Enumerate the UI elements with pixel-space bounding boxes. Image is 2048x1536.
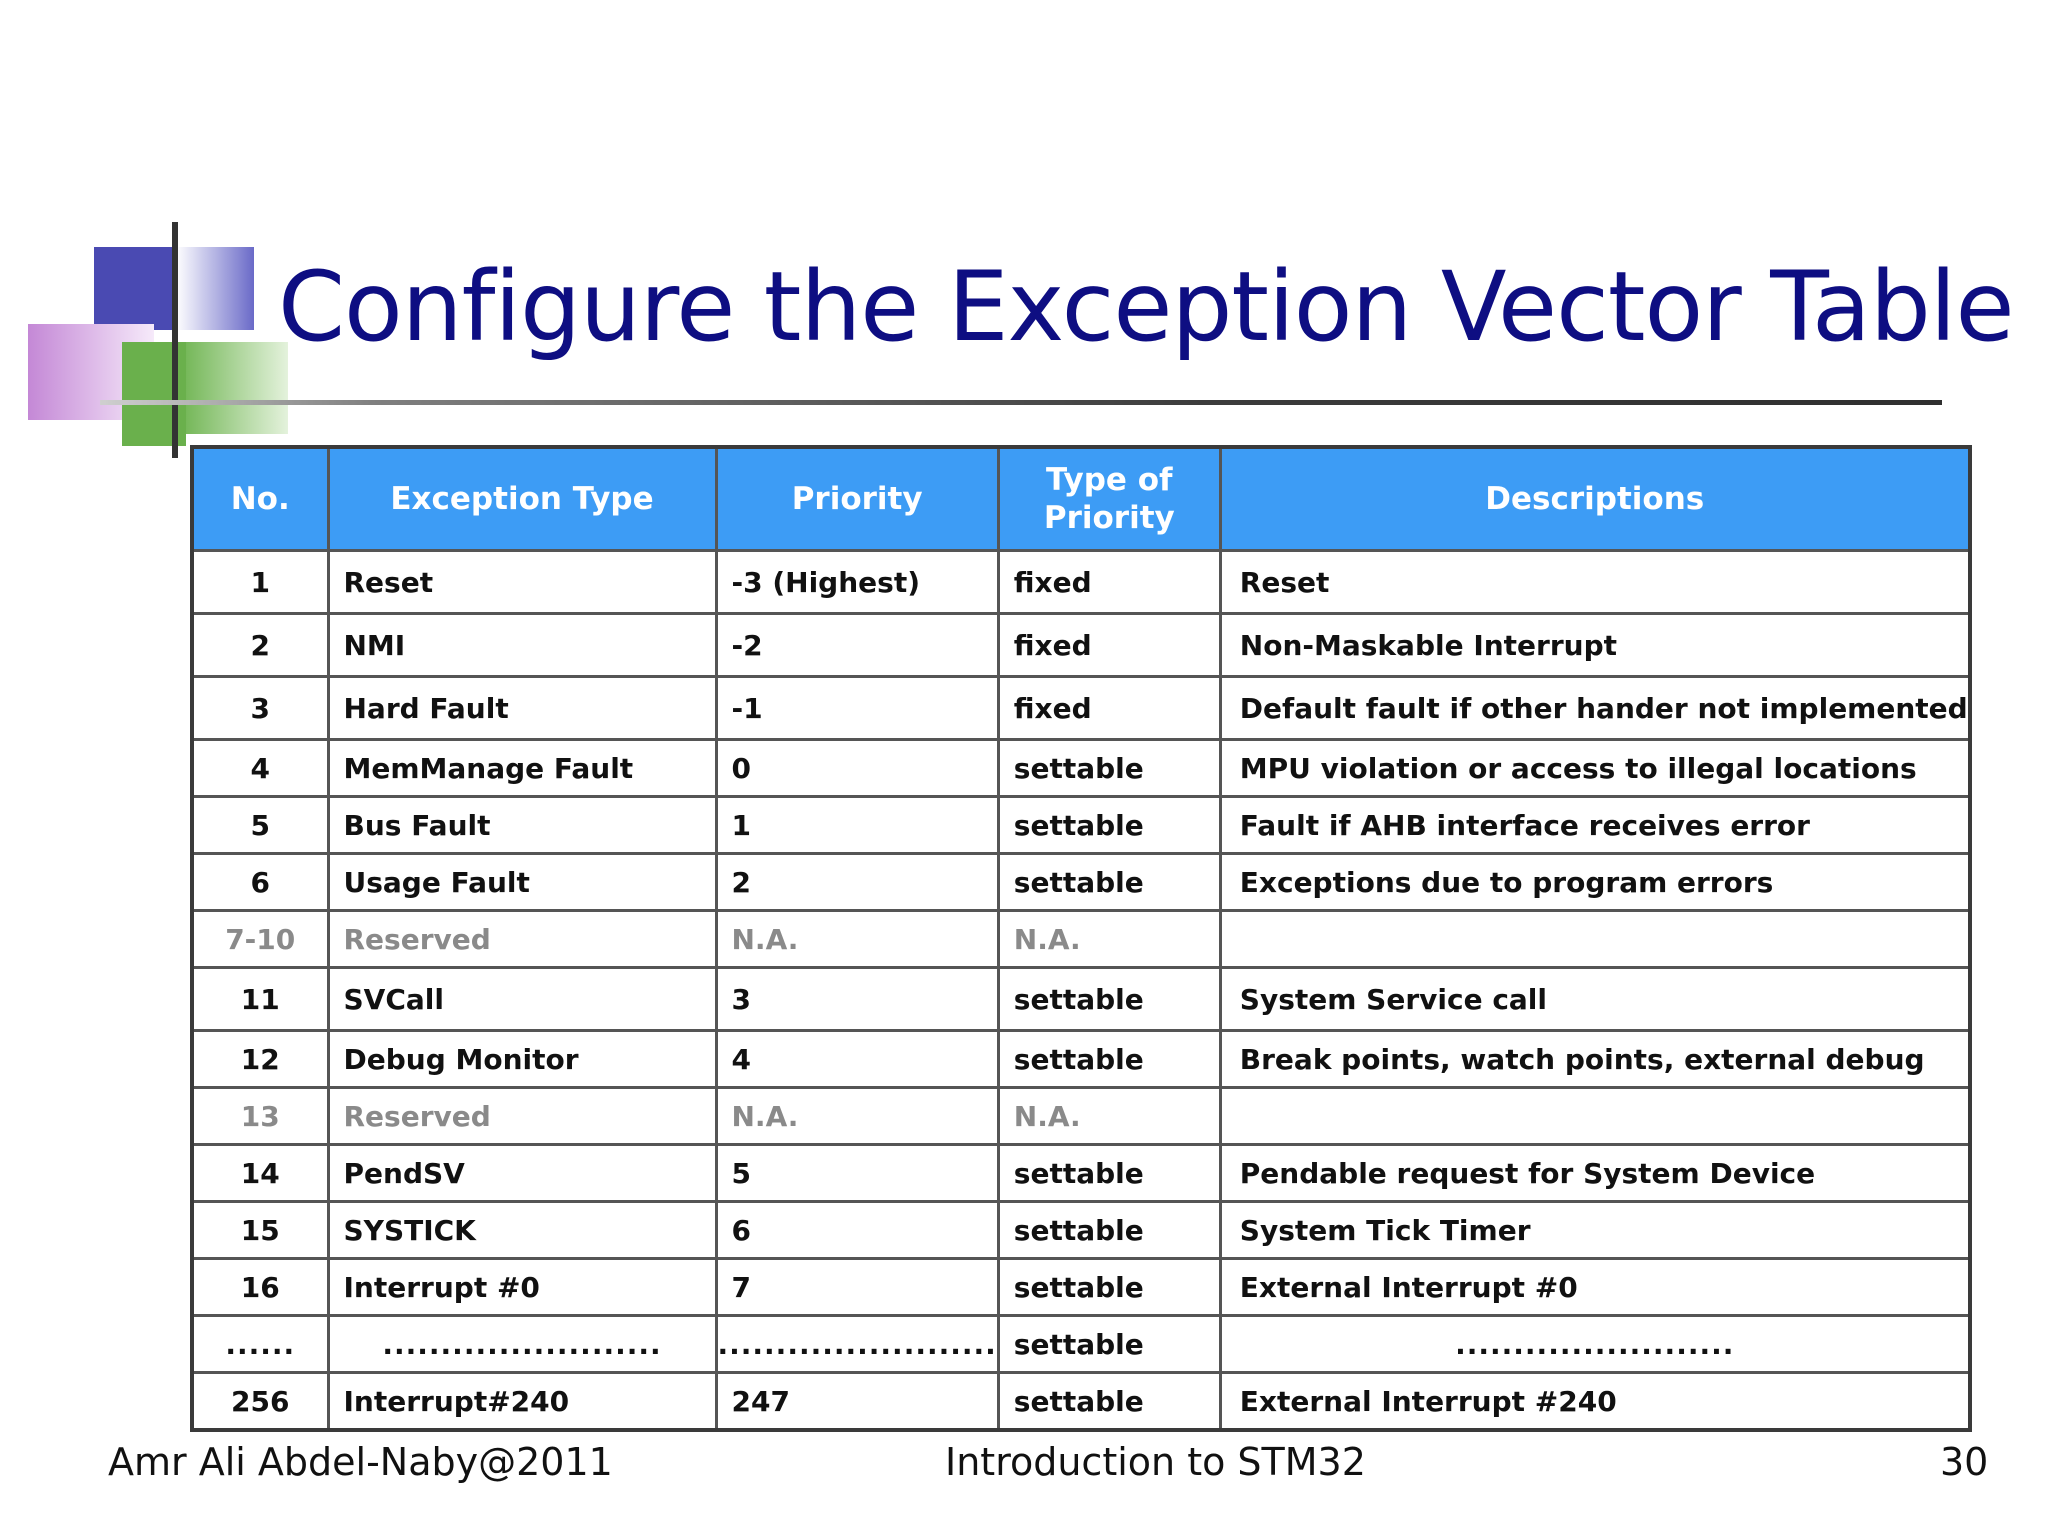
- cell-no: 14: [192, 1145, 328, 1202]
- cell-description: Fault if AHB interface receives error: [1220, 797, 1969, 854]
- cell-priority: ........................: [716, 1316, 998, 1373]
- decor-vertical-line: [172, 222, 178, 458]
- cell-description: Reset: [1220, 551, 1969, 614]
- header-priority: Priority: [716, 447, 998, 551]
- table-row: [192, 854, 1970, 911]
- table-row: [192, 551, 1970, 614]
- table-row: [192, 1202, 1970, 1259]
- decor-square-blue-fade: [176, 247, 254, 330]
- cell-no: 16: [192, 1259, 328, 1316]
- cell-no: ......: [192, 1316, 328, 1373]
- cell-exception-type: PendSV: [328, 1145, 716, 1202]
- table-row: [192, 797, 1970, 854]
- cell-exception-type: Bus Fault: [328, 797, 716, 854]
- cell-exception-type: MemManage Fault: [328, 740, 716, 797]
- cell-type-of-priority: fixed: [998, 614, 1220, 677]
- cell-no: 11: [192, 968, 328, 1031]
- cell-type-of-priority: settable: [998, 1316, 1220, 1373]
- cell-type-of-priority: settable: [998, 1145, 1220, 1202]
- cell-priority: 4: [716, 1031, 998, 1088]
- cell-type-of-priority: settable: [998, 1259, 1220, 1316]
- cell-description: [1220, 1088, 1969, 1145]
- cell-priority: -1: [716, 677, 998, 740]
- cell-exception-type: Reset: [328, 551, 716, 614]
- table-row: [192, 1316, 1970, 1373]
- cell-priority: 6: [716, 1202, 998, 1259]
- cell-no: 7-10: [192, 911, 328, 968]
- header-exception-type: Exception Type: [328, 447, 716, 551]
- cell-priority: 7: [716, 1259, 998, 1316]
- table-row: [192, 614, 1970, 677]
- cell-priority: 0: [716, 740, 998, 797]
- decor-square-green-fade: [186, 342, 288, 434]
- table-row: [192, 1259, 1970, 1316]
- table-row: [192, 911, 1970, 968]
- cell-description: MPU violation or access to illegal locations: [1220, 740, 1969, 797]
- cell-description: External Interrupt #0: [1220, 1259, 1969, 1316]
- cell-description: System Tick Timer: [1220, 1202, 1969, 1259]
- cell-no: 3: [192, 677, 328, 740]
- slide-title: Configure the Exception Vector Table: [278, 251, 2014, 363]
- title-underline: [100, 400, 1942, 405]
- cell-no: 1: [192, 551, 328, 614]
- cell-type-of-priority: N.A.: [998, 911, 1220, 968]
- table-row: [192, 740, 1970, 797]
- table-row: [192, 1088, 1970, 1145]
- table-row: [192, 1373, 1970, 1431]
- cell-exception-type: Hard Fault: [328, 677, 716, 740]
- cell-type-of-priority: settable: [998, 1031, 1220, 1088]
- cell-description: ........................: [1220, 1316, 1969, 1373]
- cell-exception-type: SVCall: [328, 968, 716, 1031]
- cell-priority: -2: [716, 614, 998, 677]
- table-row: [192, 1145, 1970, 1202]
- cell-exception-type: ........................: [328, 1316, 716, 1373]
- cell-type-of-priority: fixed: [998, 551, 1220, 614]
- cell-priority: 1: [716, 797, 998, 854]
- cell-type-of-priority: settable: [998, 1373, 1220, 1431]
- cell-no: 13: [192, 1088, 328, 1145]
- cell-exception-type: NMI: [328, 614, 716, 677]
- cell-description: Exceptions due to program errors: [1220, 854, 1969, 911]
- cell-priority: -3 (Highest): [716, 551, 998, 614]
- cell-priority: N.A.: [716, 911, 998, 968]
- cell-type-of-priority: settable: [998, 968, 1220, 1031]
- cell-exception-type: Reserved: [328, 1088, 716, 1145]
- cell-no: 15: [192, 1202, 328, 1259]
- cell-no: 12: [192, 1031, 328, 1088]
- cell-priority: 3: [716, 968, 998, 1031]
- cell-description: System Service call: [1220, 968, 1969, 1031]
- cell-exception-type: Debug Monitor: [328, 1031, 716, 1088]
- table-row: [192, 1031, 1970, 1088]
- cell-type-of-priority: fixed: [998, 677, 1220, 740]
- cell-exception-type: Interrupt #0: [328, 1259, 716, 1316]
- cell-exception-type: Usage Fault: [328, 854, 716, 911]
- cell-description: Pendable request for System Device: [1220, 1145, 1969, 1202]
- footer-author: Amr Ali Abdel-Naby@2011: [108, 1440, 613, 1484]
- header-type-of-priority: Type of Priority: [998, 447, 1220, 551]
- footer-course: Introduction to STM32: [945, 1440, 1366, 1484]
- cell-description: Default fault if other hander not implemented: [1220, 677, 1969, 740]
- exception-vector-table: [190, 445, 1972, 1432]
- decor-square-blue: [94, 247, 176, 330]
- cell-priority: 247: [716, 1373, 998, 1431]
- cell-no: 4: [192, 740, 328, 797]
- cell-no: 256: [192, 1373, 328, 1431]
- table-header-row: [192, 447, 1970, 551]
- cell-type-of-priority: settable: [998, 740, 1220, 797]
- footer-page-number: 30: [1940, 1440, 1989, 1484]
- cell-no: 5: [192, 797, 328, 854]
- cell-type-of-priority: settable: [998, 854, 1220, 911]
- cell-priority: N.A.: [716, 1088, 998, 1145]
- cell-description: [1220, 911, 1969, 968]
- table-row: [192, 677, 1970, 740]
- header-descriptions: Descriptions: [1220, 447, 1969, 551]
- cell-no: 2: [192, 614, 328, 677]
- cell-description: Break points, watch points, external debug: [1220, 1031, 1969, 1088]
- cell-exception-type: Reserved: [328, 911, 716, 968]
- cell-type-of-priority: settable: [998, 797, 1220, 854]
- cell-exception-type: SYSTICK: [328, 1202, 716, 1259]
- header-no: No.: [192, 447, 328, 551]
- cell-priority: 5: [716, 1145, 998, 1202]
- cell-type-of-priority: settable: [998, 1202, 1220, 1259]
- exception-table-container: [190, 445, 1972, 1432]
- cell-no: 6: [192, 854, 328, 911]
- cell-priority: 2: [716, 854, 998, 911]
- cell-description: External Interrupt #240: [1220, 1373, 1969, 1431]
- table-row: [192, 968, 1970, 1031]
- cell-description: Non-Maskable Interrupt: [1220, 614, 1969, 677]
- cell-type-of-priority: N.A.: [998, 1088, 1220, 1145]
- cell-exception-type: Interrupt#240: [328, 1373, 716, 1431]
